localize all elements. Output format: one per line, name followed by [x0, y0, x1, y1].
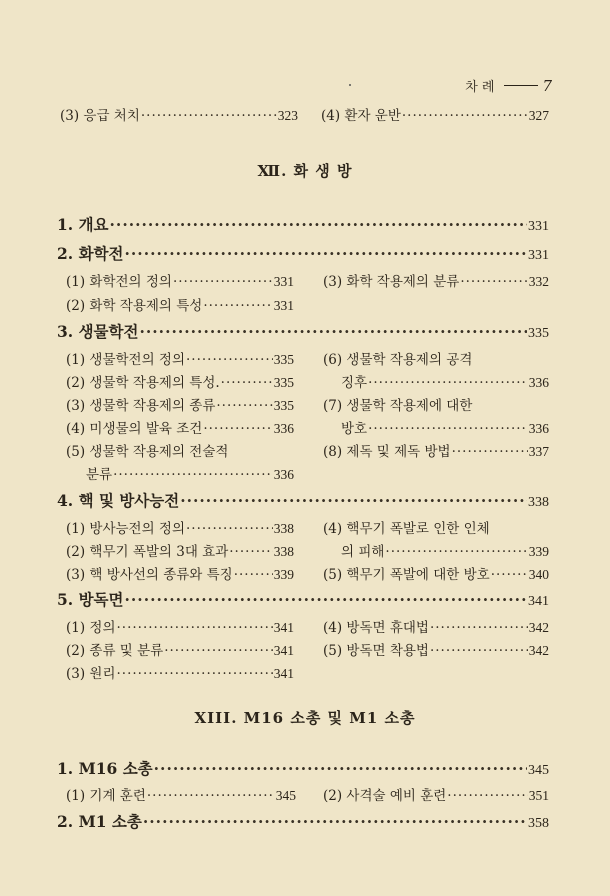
toc-entry[interactable]: (2) 생물학 작용제의 특성. ····· 335 [66, 371, 294, 391]
toc-entry[interactable]: (4) 환자 운반 ····· 327 [321, 104, 549, 124]
toc-entry[interactable]: (3) 응급 처치 ····· 323 [60, 104, 298, 124]
toc-entry[interactable]: (4) 미생물의 발육 조건 ····· 336 [66, 417, 294, 437]
toc-entry[interactable]: (2) 핵무기 폭발의 3대 효과 ····· 338 [66, 540, 294, 560]
toc-entry-line: (6) 생물학 작용제의 공격 [323, 352, 473, 368]
toc-entry[interactable]: (1) 방사능전의 정의 ····· 338 [66, 517, 294, 537]
toc-entry[interactable]: (3) 화학 작용제의 분류 ····· 332 [323, 270, 549, 290]
toc-entry[interactable]: (2) 종류 및 분류 ····· 341 [66, 639, 294, 659]
toc-entry[interactable]: (2) 화학 작용제의 특성 ····· 331 [66, 294, 294, 314]
toc-entry[interactable]: (1) 정의 ····· 341 [66, 616, 294, 636]
toc-chapter-entry[interactable]: 1. 개요 ····· 331 [57, 213, 549, 235]
toc-chapter-entry[interactable]: 5. 방독면 ····· 341 [57, 588, 549, 610]
toc-entry[interactable]: 징후 ····· 336 [341, 371, 549, 391]
toc-chapter-entry[interactable]: 4. 핵 및 방사능전 ····· 338 [57, 489, 549, 511]
header-dash [504, 85, 538, 86]
toc-entry[interactable]: (2) 사격술 예비 훈련 ····· 351 [323, 784, 549, 804]
toc-entry[interactable]: (3) 원리 ····· 341 [66, 662, 294, 682]
toc-chapter-entry[interactable]: 2. 화학전 ····· 331 [57, 242, 549, 264]
toc-chapter-entry[interactable]: 2. M1 소총 ····· 358 [57, 810, 549, 832]
stray-dot [349, 84, 351, 86]
toc-entry[interactable]: (8) 제독 및 제독 방법 ····· 337 [323, 440, 549, 460]
running-header [465, 76, 552, 95]
toc-entry[interactable]: 방호 ····· 336 [341, 417, 549, 437]
toc-entry[interactable]: (5) 핵무기 폭발에 대한 방호 ····· 340 [323, 563, 549, 583]
toc-entry[interactable]: (1) 생물학전의 정의 ····· 335 [66, 348, 294, 368]
toc-entry[interactable]: (5) 방독면 착용법 ····· 342 [323, 639, 549, 659]
toc-entry-line: (4) 핵무기 폭발로 인한 인체 [323, 521, 490, 537]
toc-entry[interactable]: (4) 방독면 휴대법 ····· 342 [323, 616, 549, 636]
toc-entry-line: (5) 생물학 작용제의 전술적 [66, 444, 229, 460]
toc-entry-line: (7) 생물학 작용제에 대한 [323, 398, 473, 414]
toc-chapter-entry[interactable]: 3. 생물학전 ····· 335 [57, 320, 549, 342]
section-title-13: XIII. M16 소총 및 M1 소총 [194, 709, 416, 727]
toc-entry[interactable]: (3) 생물학 작용제의 종류 ····· 335 [66, 394, 294, 414]
toc-entry[interactable]: 의 피해 ····· 339 [341, 540, 549, 560]
toc-entry[interactable]: (3) 핵 방사선의 종류와 특징 ····· 339 [66, 563, 294, 583]
toc-entry[interactable]: (1) 화학전의 정의 ····· 331 [66, 270, 294, 290]
section-title-12: Ⅻ. 화 생 방 [257, 162, 353, 180]
header-page-number: 7 [542, 76, 552, 95]
toc-entry[interactable]: (1) 기계 훈련 ····· 345 [66, 784, 296, 804]
toc-entry[interactable]: 분류 ····· 336 [86, 463, 294, 483]
header-label: 차 례 [465, 80, 495, 95]
toc-chapter-entry[interactable]: 1. M16 소총 ····· 345 [57, 757, 549, 779]
